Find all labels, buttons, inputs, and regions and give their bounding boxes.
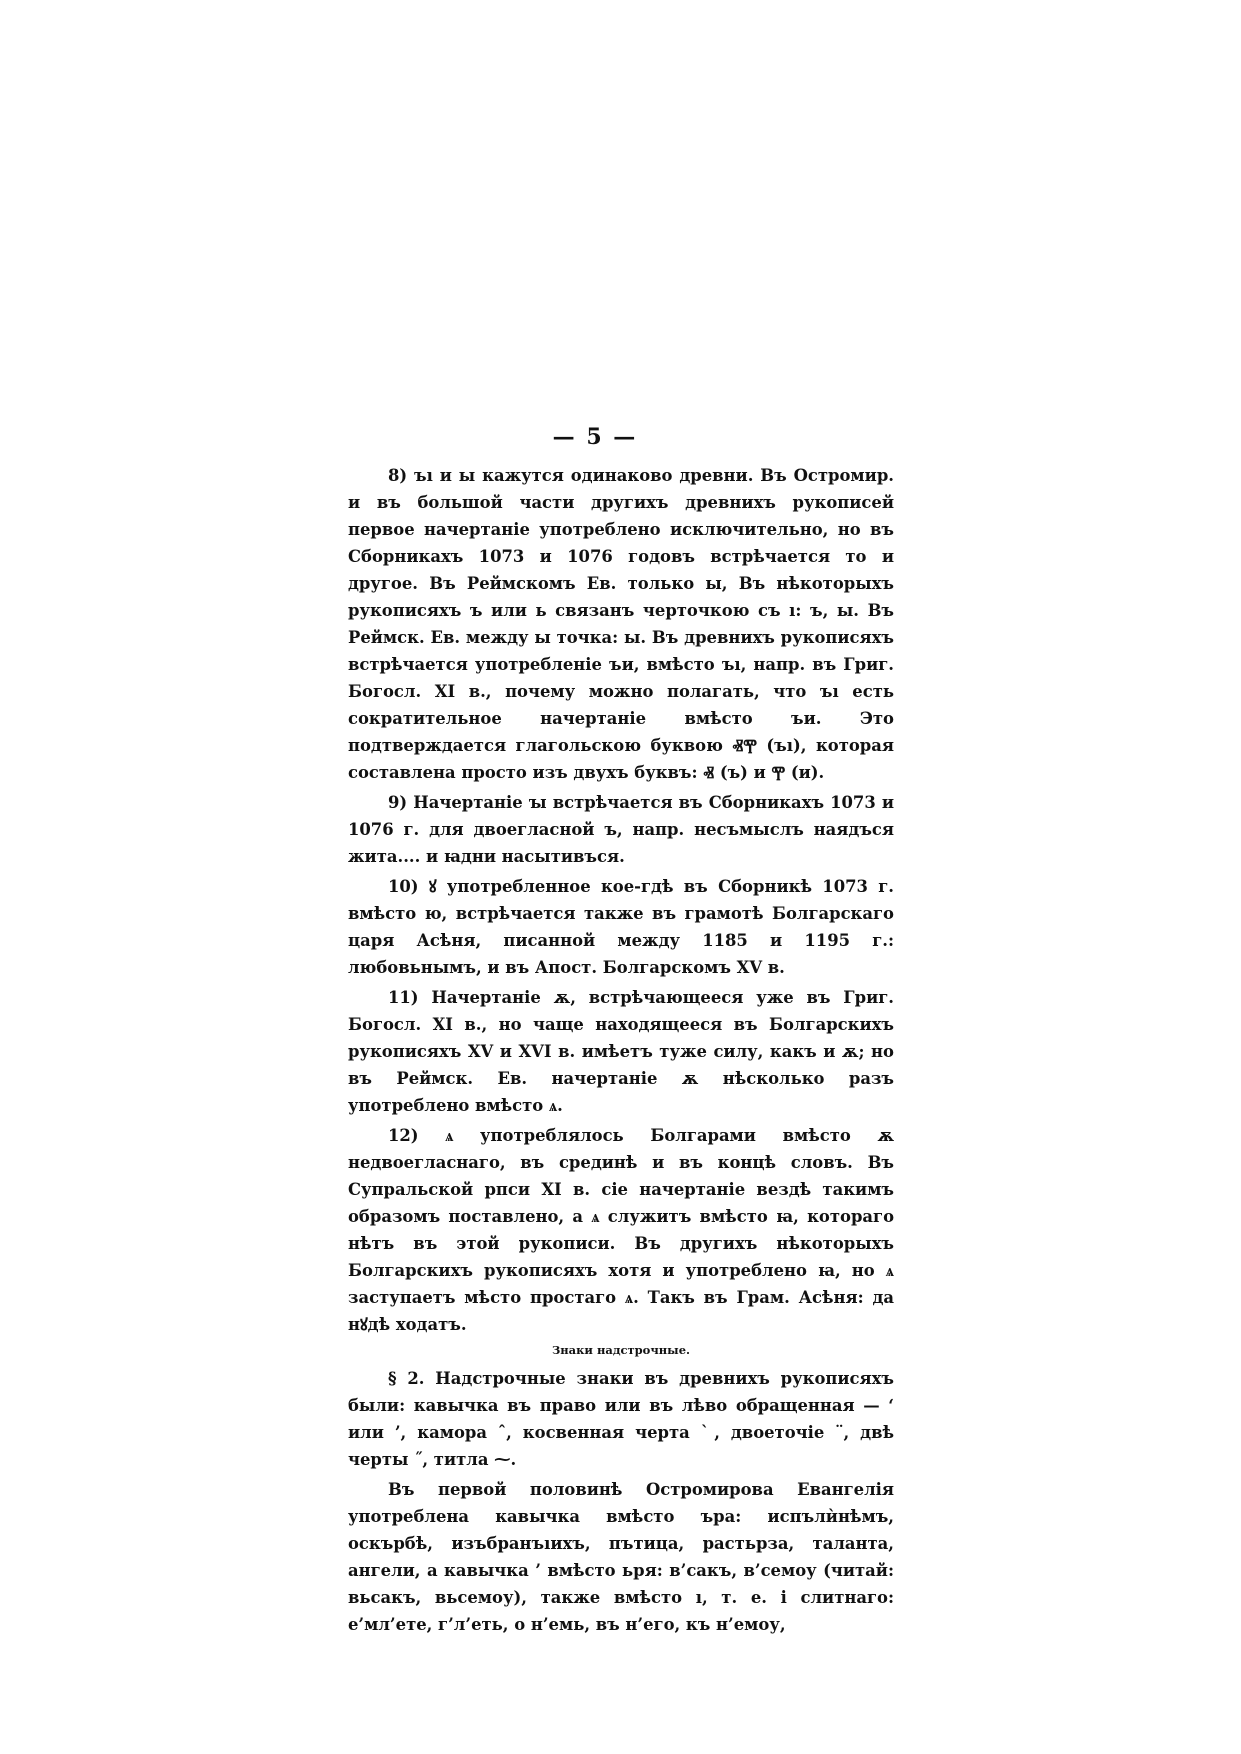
paragraph-section-2: § 2. Надстрочные знаки въ древнихъ рукописяхъ были: кавычка въ право или въ лѣво обращенная — ‘ или ’, камора ˆ, косвенная черта ˋ, двоеточіе ¨, двѣ черты ˝, титла ⁓. [348,1369,894,1469]
paragraph-12: 12) ѧ употреблялось Болгарами вмѣсто ѫ недвоегласнаго, въ срединѣ и въ концѣ словъ. Въ Супральской рпси XI в. сіе начертаніе вездѣ такимъ образомъ поставлено, а ѧ служитъ вмѣсто ꙗ, котораго нѣтъ въ этой рукописи. Въ другихъ нѣкоторыхъ Болгарскихъ рукописяхъ хотя и употреблено ꙗ, но ѧ заступаетъ мѣсто простаго ѧ. Такъ въ Грам. Асѣня: да нꙋдѣ ходатъ. [348,1126,894,1334]
text-block [348,462,894,1641]
page-number: — 5 — [552,424,638,450]
paragraph-section-2-continued: Въ первой половинѣ Остромирова Евангелія употреблена кавычка вмѣсто ъра: испълѝнѣмъ, оскърбѣ, изъбранъıихъ, пътица, растьрза, таланта, ангели, а кавычка ’ вмѣсто ьря: в’сакъ, в’семоу (читай: вьсакъ, вьсемоу), также вмѣсто ı, т. е. і слитнаго: е’мл’ете, г’л’еть, о н’емь, въ н’его, къ н’емоу, [348,1480,894,1634]
paragraph-8: 8) ъı и ы кажутся одинаково древни. Въ Остромир. и въ большой части другихъ древнихъ рукописей первое начертаніе употреблено исключительно, но въ Сборникахъ 1073 и 1076 годовъ встрѣчается то и другое. Въ Реймскомъ Ев. только ы, Въ нѣкоторыхъ рукописяхъ ъ или ь связанъ черточкою съ ı: ъ, ы. Въ Реймск. Ев. между ы точка: ы. Въ древнихъ рукописяхъ встрѣчается употребленіе ъи, вмѣсто ъı, напр. въ Григ. Богосл. XI в., почему можно полагать, что ъı есть сократительное начертаніе вмѣсто ъи. Это подтверждается глагольскою буквою ⰟⰉ (ъı), которая составлена просто изъ двухъ буквъ: Ⱏ (ъ) и Ⰹ (и). [348,466,894,782]
paragraph-11: 11) Начертаніе ѫ, встрѣчающееся уже въ Григ. Богосл. XI в., но чаще находящееся въ Болгарскихъ рукописяхъ XV и XVI в. имѣетъ туже силу, какъ и ѫ; но въ Реймск. Ев. начертаніе ѫ нѣсколько разъ употреблено вмѣсто ѧ. [348,988,894,1115]
paragraph-9: 9) Начертаніе ꙑ встрѣчается въ Сборникахъ 1073 и 1076 г. для двоегласной ъ, напр. несъмыслъ наядъся жита.... и ꙗдни насытивъся. [348,793,894,866]
section-heading: Знаки надстрочные. [551,1343,691,1357]
paragraph-10: 10) ꙋ употребленное кое-гдѣ въ Сборникѣ 1073 г. вмѣсто ю, встрѣчается также въ грамотѣ Болгарскаго царя Асѣня, писанной между 1185 и 1195 г.: любовьнымъ, и въ Апост. Болгарскомъ XV в. [348,877,894,977]
